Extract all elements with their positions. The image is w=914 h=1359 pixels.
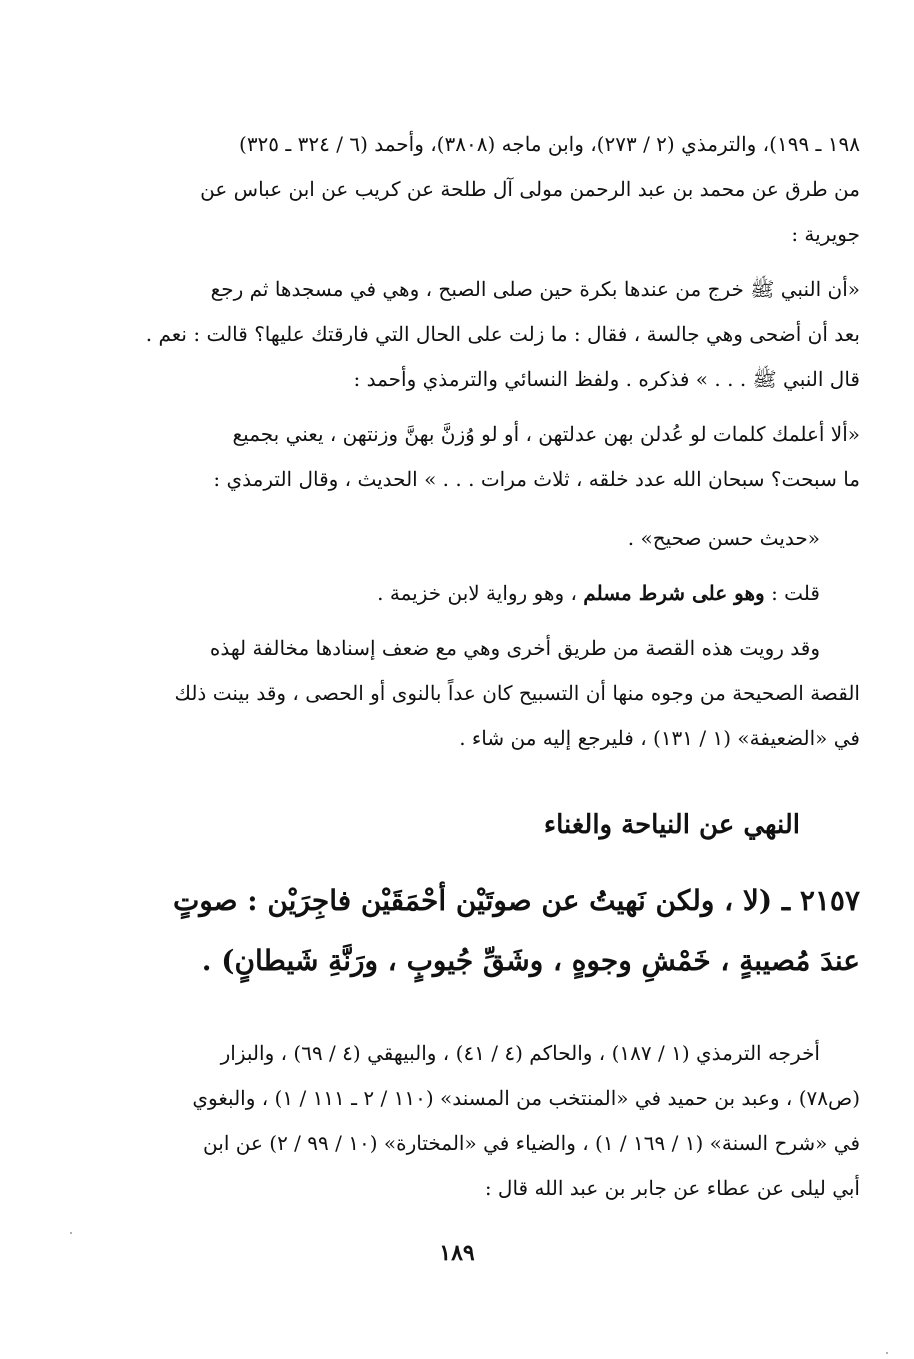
text-line: القصة الصحيحة من وجوه منها أن التسبيح كان عداً بالنوى أو الحصى ، وقد بينت ذلك	[174, 681, 860, 705]
text-line: ما سبحت؟ سبحان الله عدد خلقه ، ثلاث مرات . . . » الحديث ، وقال الترمذي :	[213, 467, 860, 491]
text-line: من طرق عن محمد بن عبد الرحمن مولى آل طلحة عن كريب عن ابن عباس عن	[200, 177, 860, 201]
hadith-line: ٢١٥٧ ـ (لا ، ولكن نَهيتُ عن صوتَيْن أحْمَقَيْن فاجِرَيْن : صوتٍ	[172, 884, 860, 917]
text-line: بعد أن أضحى وهي جالسة ، فقال : ما زلت على الحال التي فارقتك عليها؟ قالت : نعم .	[145, 322, 860, 346]
text-line: جويرية :	[791, 222, 860, 246]
takhrij-line: أخرجه الترمذي (١ / ١٨٧) ، والحاكم (٤ / ٤١) ، والبيهقي (٤ / ٦٩) ، والبزار	[220, 1041, 820, 1065]
text-line: «أن النبي ﷺ خرج من عندها بكرة حين صلى الصبح ، وهي في مسجدها ثم رجع	[210, 277, 860, 301]
text-line: وقد رويت هذه القصة من طريق أخرى وهي مع ضعف إسنادها مخالفة لهذه	[209, 636, 820, 660]
section-heading: النهي عن النياحة والغناء	[543, 810, 800, 840]
text-line	[104, 571, 860, 616]
page-number: ١٨٩	[439, 1240, 475, 1266]
takhrij-line: أبي ليلى عن عطاء عن جابر بن عبد الله قال :	[484, 1176, 860, 1200]
scan-speck	[70, 1232, 72, 1234]
text-span: ، وهو رواية لابن خزيمة .	[377, 581, 584, 605]
bold-phrase: وهو على شرط مسلم	[583, 581, 765, 605]
text-line: «حديث حسن صحيح» .	[627, 526, 820, 550]
takhrij-line: (ص٧٨) ، وعبد بن حميد في «المنتخب من المسند» (١١٠ / ٢ ـ ١١١ / ١) ، والبغوي	[192, 1086, 860, 1110]
scan-speck	[886, 1352, 888, 1354]
text-line: قال النبي ﷺ . . . » فذكره . ولفظ النسائي والترمذي وأحمد :	[353, 367, 860, 391]
qultu-label: قلت :	[764, 581, 820, 605]
page-content	[104, 122, 860, 1211]
takhrij-line: في «شرح السنة» (١ / ١٦٩ / ١) ، والضياء في «المختارة» (١٠ / ٩٩ / ٢) عن ابن	[203, 1131, 860, 1155]
text-line: في «الضعيفة» (١ / ١٣١) ، فليرجع إليه من شاء .	[459, 726, 860, 750]
hadith-line: عندَ مُصيبةٍ ، خَمْشِ وجوهٍ ، وشَقِّ جُيوبٍ ، ورَنَّةِ شَيطانٍ) .	[201, 944, 860, 977]
text-line: «ألا أعلمك كلمات لو عُدلن بهن عدلتهن ، أو لو وُزنَّ بهنَّ وزنتهن ، يعني بجميع	[232, 422, 860, 446]
text-line: ١٩٨ ـ ١٩٩)، والترمذي (٢ / ٢٧٣)، وابن ماجه (٣٨٠٨)، وأحمد (٦ / ٣٢٤ ـ ٣٢٥)	[239, 132, 860, 156]
